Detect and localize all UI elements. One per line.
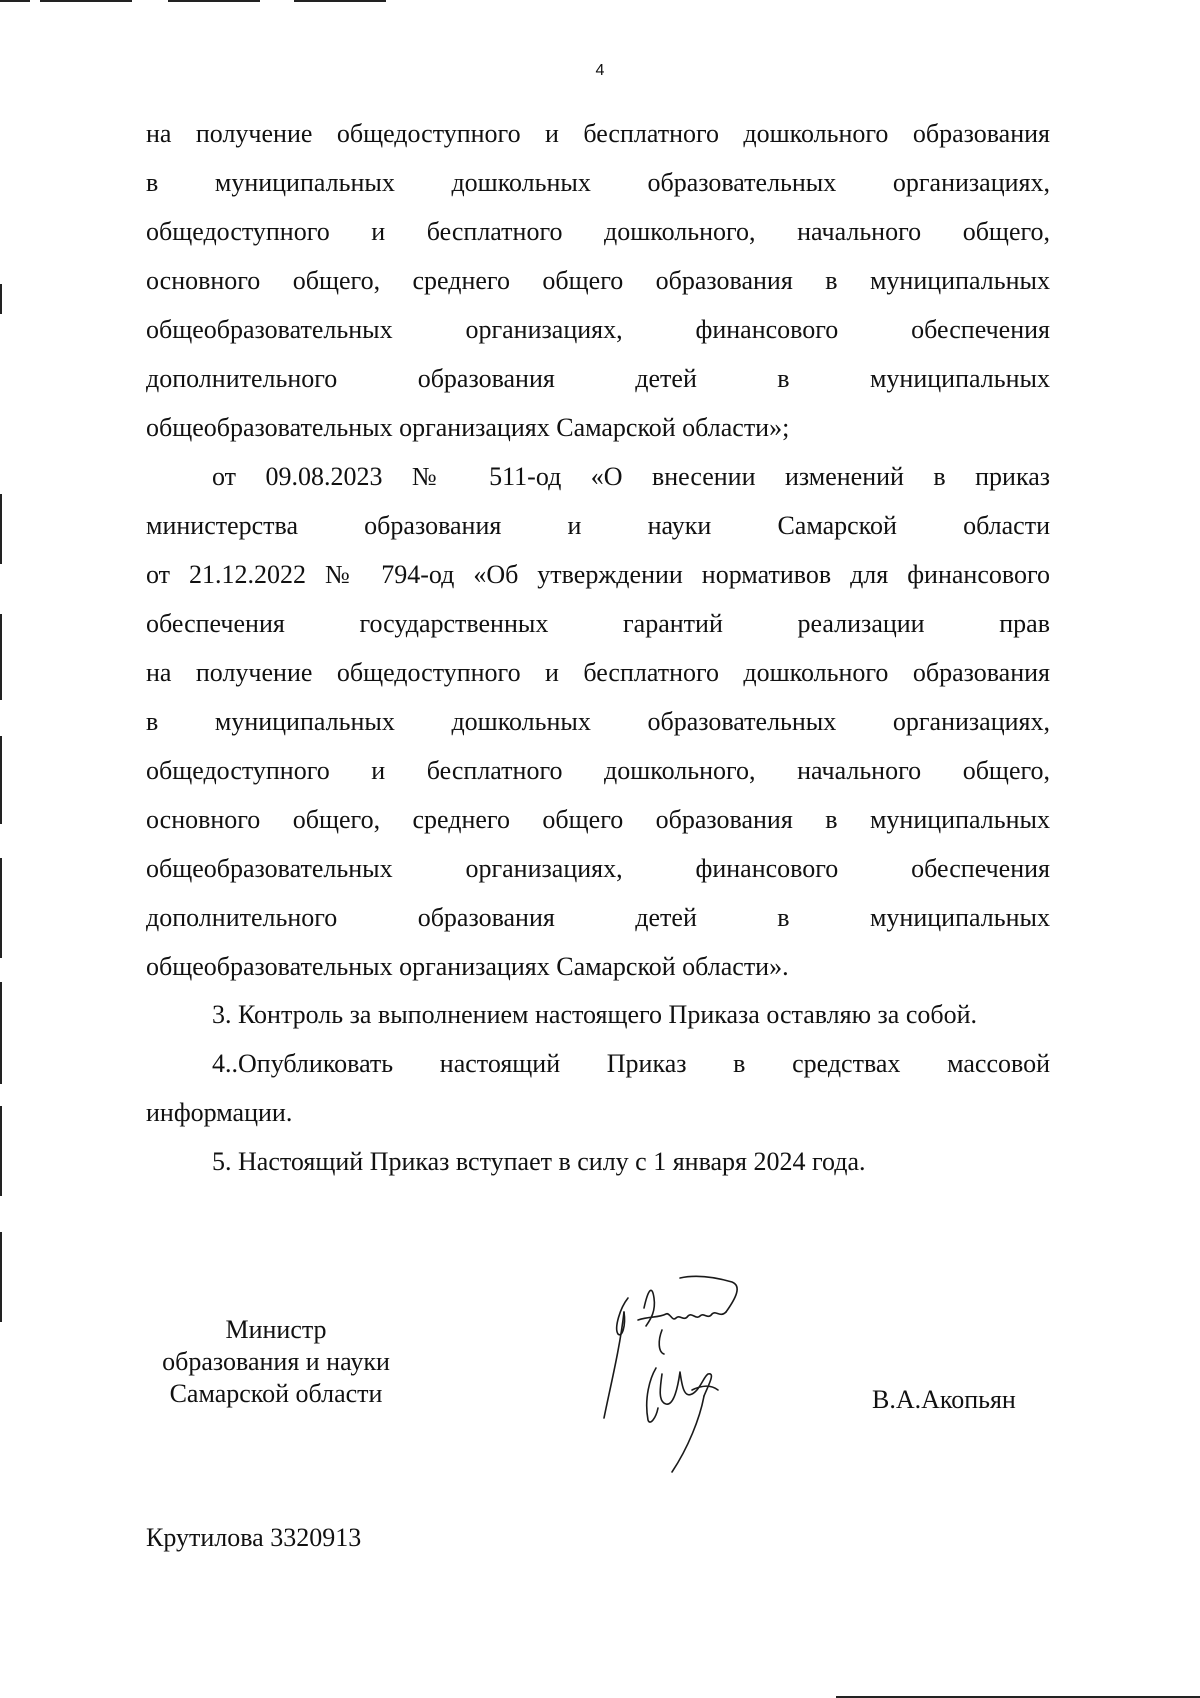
text-line: дополнительного образования детей в муниципальных — [146, 364, 1050, 393]
handwritten-signature — [600, 1268, 800, 1488]
scan-line-left-5 — [0, 858, 2, 958]
scan-line-left-6 — [0, 982, 2, 1084]
text-line: 5. Настоящий Приказ вступает в силу с 1 января 2024 года. — [212, 1147, 866, 1176]
text-line: на получение общедоступного и бесплатного дошкольного образования — [146, 119, 1050, 148]
scan-line-left-4 — [0, 736, 2, 824]
scan-line-top-1 — [0, 0, 30, 2]
text-line: общеобразовательных организациях, финансового обеспечения — [146, 315, 1050, 344]
paragraph-item-3 — [146, 990, 1050, 1039]
scan-line-left-7 — [0, 1106, 2, 1196]
signatory-title — [146, 1314, 406, 1410]
signatory-title-line: образования и науки — [162, 1347, 390, 1376]
signatory-name: В.А.Акопьян — [872, 1385, 1016, 1414]
paragraph-order-amendment — [146, 452, 1050, 991]
text-line: 3. Контроль за выполнением настоящего Приказа оставляю за собой. — [212, 1000, 978, 1029]
text-line: общедоступного и бесплатного дошкольного, начального общего, — [146, 217, 1050, 246]
scan-line-top-2 — [40, 0, 132, 2]
text-line: общеобразовательных организациях Самарской области»; — [146, 413, 790, 442]
executor-contact: Крутилова 3320913 — [146, 1523, 362, 1552]
scan-line-left-8 — [0, 1232, 2, 1322]
text-line: от 21.12.2022 № 794-од «Об утверждении нормативов для финансового — [146, 560, 1050, 589]
text-line: общеобразовательных организациях Самарской области». — [146, 952, 789, 981]
scan-line-top-4 — [294, 0, 386, 2]
scan-line-left-1 — [0, 284, 2, 314]
paragraph-continuation — [146, 109, 1050, 452]
paragraph-item-4 — [146, 1039, 1050, 1137]
text-line: министерства образования и науки Самарской области — [146, 511, 1050, 540]
page-number: 4 — [595, 62, 605, 79]
scan-line-top-3 — [168, 0, 260, 2]
signatory-title-line: Министр — [225, 1315, 327, 1344]
text-line: в муниципальных дошкольных образовательных организациях, — [146, 168, 1050, 197]
text-line: общеобразовательных организациях, финансового обеспечения — [146, 854, 1050, 883]
text-line: дополнительного образования детей в муниципальных — [146, 903, 1050, 932]
text-line: 4..Опубликовать настоящий Приказ в средствах массовой — [212, 1049, 1050, 1078]
scan-line-left-2 — [0, 494, 2, 564]
text-line: обеспечения государственных гарантий реализации прав — [146, 609, 1050, 638]
text-line: информации. — [146, 1098, 293, 1127]
text-line: основного общего, среднего общего образования в муниципальных — [146, 266, 1050, 295]
text-line: основного общего, среднего общего образования в муниципальных — [146, 805, 1050, 834]
signatory-title-line: Самарской области — [169, 1379, 383, 1408]
text-line: в муниципальных дошкольных образовательных организациях, — [146, 707, 1050, 736]
text-line: общедоступного и бесплатного дошкольного, начального общего, — [146, 756, 1050, 785]
text-line: на получение общедоступного и бесплатного дошкольного образования — [146, 658, 1050, 687]
scan-line-left-3 — [0, 614, 2, 700]
paragraph-item-5 — [146, 1137, 1050, 1186]
text-line: от 09.08.2023 № 511-од «О внесении изменений в приказ — [212, 462, 1050, 491]
